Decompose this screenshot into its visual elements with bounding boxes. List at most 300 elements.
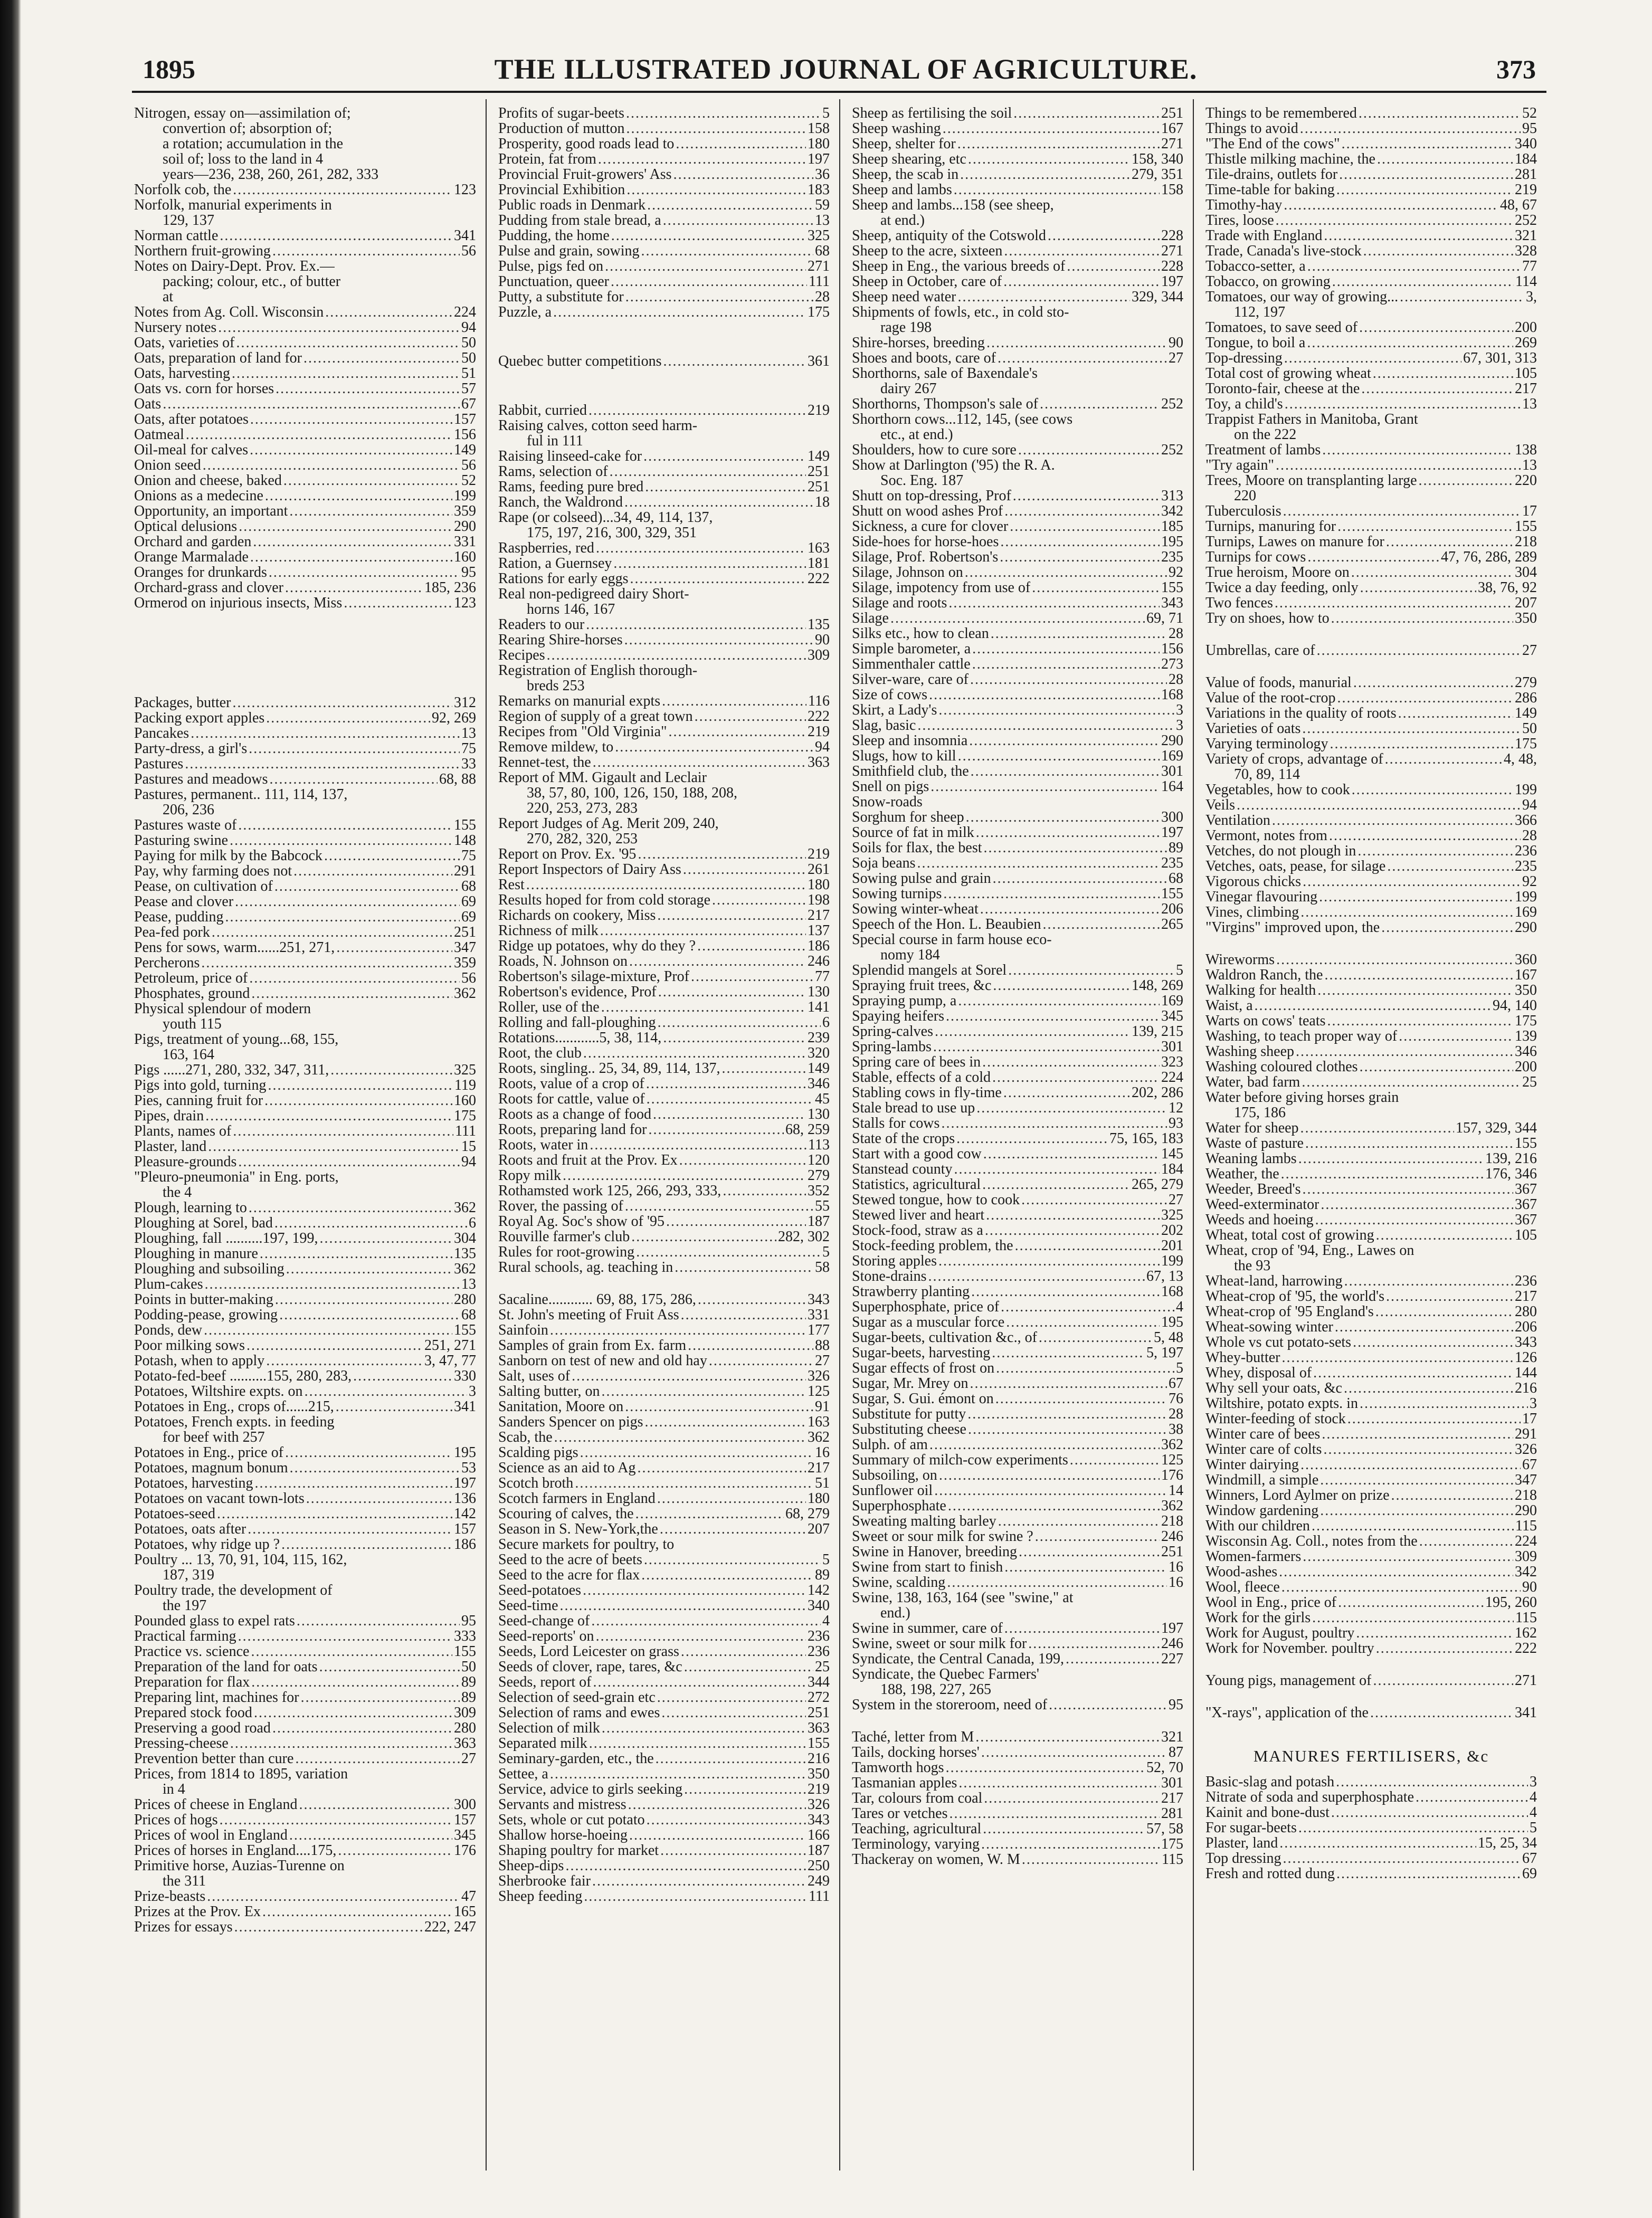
index-entry: [852, 886, 1183, 901]
index-entry: [498, 1214, 830, 1229]
index-spacer: [1205, 1688, 1537, 1705]
dot-leader: [1302, 1182, 1513, 1197]
dot-leader: [631, 1229, 776, 1244]
index-entry-pages: 14: [1169, 1482, 1183, 1499]
index-entry: [498, 479, 830, 494]
index-entry-pages: 321: [1515, 227, 1537, 244]
index-entry: [134, 879, 476, 894]
dot-leader: [563, 1168, 806, 1183]
index-entry-continuation: nomy 184: [880, 947, 940, 963]
index-entry-topic: Sleep and insomnia: [852, 733, 968, 748]
index-entry-pages: 4: [822, 1613, 830, 1629]
index-entry-continuation: years—236, 238, 260, 261, 282, 333: [163, 167, 379, 182]
index-entry-topic: Sugar, Mr. Mrey on: [852, 1376, 969, 1391]
index-entry-pages: 325: [454, 1062, 476, 1078]
index-entry-pages: 185, 236: [424, 579, 476, 596]
dot-leader: [943, 121, 1160, 136]
index-entry-continuation: at: [163, 289, 174, 304]
index-entry: [498, 755, 830, 770]
dot-leader: [666, 1214, 806, 1229]
index-entry-continuation: 38, 57, 80, 100, 126, 150, 188, 208,: [527, 785, 737, 801]
index-entry: [498, 213, 830, 228]
index-entry-pages: 181: [808, 555, 830, 572]
index-entry: [498, 167, 830, 182]
index-entry: [134, 1384, 476, 1399]
dot-leader: [995, 1391, 1167, 1406]
dot-leader: [1327, 1013, 1513, 1029]
index-entry: [498, 1030, 830, 1045]
index-entry-pages: 252: [1161, 442, 1183, 458]
index-entry-topic: St. John's meeting of Fruit Ass: [498, 1307, 679, 1322]
dot-leader: [1360, 1059, 1513, 1074]
index-entry-topic: Spring-calves: [852, 1024, 933, 1039]
index-entry: [852, 1791, 1183, 1806]
index-entry-topic: Orange Marmalade: [134, 549, 249, 565]
index-entry: [1205, 1197, 1537, 1212]
index-entry-pages: 52: [1522, 105, 1537, 121]
index-entry-topic: Rearing Shire-horses: [498, 632, 623, 648]
index-entry-continuation: 175, 197, 216, 300, 329, 351: [527, 525, 697, 540]
index-entry-pages: 218: [1515, 534, 1537, 550]
index-entry-pages: 123: [454, 182, 476, 198]
index-entry-pages: 362: [454, 1261, 476, 1277]
index-entry-topic: Sheep washing: [852, 121, 941, 136]
index-entry: [134, 909, 476, 925]
index-entry: [852, 748, 1183, 764]
index-entry-topic: For sugar-beets: [1205, 1820, 1297, 1835]
index-entry-pages: 290: [1515, 1502, 1537, 1519]
index-entry-pages: 175: [1515, 736, 1537, 752]
dot-leader: [330, 1062, 452, 1078]
index-entry-topic: Stock-feeding problem, the: [852, 1238, 1013, 1253]
index-entry-pages: 156: [454, 426, 476, 443]
index-entry-topic: "Virgins" improved upon, the: [1205, 920, 1380, 935]
index-entry-topic: Salting butter, on: [498, 1384, 600, 1399]
index-entry-pages: 69: [461, 909, 476, 925]
dot-leader: [1375, 1304, 1513, 1319]
index-entry-pages: 89: [815, 1567, 830, 1583]
dot-leader: [586, 617, 806, 632]
dot-leader: [645, 479, 806, 494]
index-entry-topic: Sugar, S. Gui. émont on: [852, 1391, 994, 1406]
dot-leader: [663, 1030, 806, 1045]
index-entry-pages: 13: [1522, 457, 1537, 473]
dot-leader: [1376, 1227, 1513, 1243]
index-entry-pages: 236: [1515, 843, 1537, 859]
index-entry-pages: 38, 76, 92: [1478, 579, 1537, 596]
index-entry: [498, 556, 830, 571]
index-entry-topic: Sweating malting barley: [852, 1513, 996, 1529]
index-entry-topic: Sugar-beets, harvesting: [852, 1345, 991, 1360]
index-entry: [1205, 1365, 1537, 1381]
index-entry: [498, 1244, 830, 1260]
index-entry-topic: Swine from start to finish: [852, 1559, 1003, 1575]
index-entry-topic: Registration of English thorough-: [498, 663, 698, 678]
index-entry: [134, 1827, 476, 1843]
index-entry: [498, 106, 830, 121]
index-entry-continuation: dairy 267: [880, 381, 937, 396]
dot-leader: [550, 1766, 806, 1782]
index-entry-topic: Shoulders, how to cure sore: [852, 442, 1017, 458]
dot-leader: [950, 1806, 1160, 1821]
index-entry-topic: Side-hoes for horse-hoes: [852, 534, 999, 549]
dot-leader: [297, 1613, 460, 1629]
dot-leader: [958, 1775, 1160, 1791]
index-entry-pages: 162: [1515, 1625, 1537, 1641]
index-entry: [134, 304, 476, 320]
index-entry-topic: Variations in the quality of roots: [1205, 706, 1397, 721]
index-entry-topic: Percherons: [134, 955, 200, 970]
index-entry: [1205, 243, 1537, 259]
index-entry: [1205, 736, 1537, 751]
index-entry: [1205, 320, 1537, 335]
index-spacer: [134, 627, 476, 644]
index-entry: [852, 1376, 1183, 1391]
index-entry: [852, 1269, 1183, 1284]
index-entry-pages: 175: [1515, 1013, 1537, 1029]
index-entry-topic: Selection of seed-grain etc: [498, 1690, 656, 1705]
index-entry: [852, 595, 1183, 611]
dot-leader: [1313, 1365, 1513, 1381]
index-entry: [1205, 1212, 1537, 1227]
dot-leader: [613, 556, 806, 571]
index-entry-pages: 333: [454, 1628, 476, 1644]
index-entry-topic: Wheat, crop of '94, Eng., Lawes on: [1205, 1243, 1414, 1258]
dot-leader: [712, 892, 806, 908]
index-entry: [498, 1476, 830, 1491]
index-entry-pages: 343: [1515, 1334, 1537, 1350]
index-entry: [852, 1162, 1183, 1177]
index-entry-pages: 91: [815, 1398, 830, 1415]
index-entry: [498, 908, 830, 923]
index-entry: [852, 1330, 1183, 1345]
index-entry-topic: Things to avoid: [1205, 121, 1298, 136]
index-entry-pages: 326: [1515, 1441, 1537, 1458]
index-entry-topic: Weed-exterminator: [1205, 1197, 1319, 1212]
index-entry: [852, 197, 1183, 213]
dot-leader: [285, 580, 423, 595]
index-entry: [134, 1843, 476, 1858]
dot-leader: [1332, 274, 1514, 289]
index-entry-topic: Sheep as fertilising the soil: [852, 106, 1012, 121]
dot-leader: [684, 1659, 813, 1674]
index-entry: [1205, 1625, 1537, 1641]
index-entry: [498, 1353, 830, 1368]
index-entry-topic: Pastures: [134, 756, 184, 772]
dot-leader: [279, 1307, 460, 1322]
index-entry-pages: 217: [1161, 1790, 1183, 1806]
index-entry-topic: Wheat-land, harrowing: [1205, 1273, 1343, 1289]
index-spacer: [498, 369, 830, 386]
index-entry-continuation: a rotation; accumulation in the: [163, 136, 344, 151]
dot-leader: [625, 289, 813, 304]
index-entry-topic: Phosphates, ground: [134, 986, 250, 1001]
dot-leader: [1300, 905, 1513, 920]
dot-leader: [954, 182, 1160, 197]
index-entry-topic: Seed-change of: [498, 1613, 590, 1629]
index-entry: [1205, 983, 1537, 998]
index-entry-continuation: the 4: [163, 1185, 192, 1200]
index-entry: [852, 1667, 1183, 1682]
index-entry-topic: Sweet or sour milk for swine ?: [852, 1529, 1033, 1544]
index-entry-topic: Snell on pigs: [852, 779, 929, 794]
index-entry-topic: Tires, loose: [1205, 213, 1274, 228]
index-entry-topic: Plaster, land: [1205, 1835, 1278, 1851]
index-entry-topic: Sheep-dips: [498, 1858, 564, 1873]
index-entry: [134, 1537, 476, 1552]
index-entry-topic: Wireworms: [1205, 952, 1275, 967]
index-entry: [1205, 643, 1537, 658]
dot-leader: [943, 886, 1160, 901]
index-entry: [498, 693, 830, 709]
index-entry-topic: Roots for cattle, value of: [498, 1091, 645, 1107]
index-entry-pages: 217: [1515, 1288, 1537, 1305]
index-entry-pages: 222: [808, 570, 830, 587]
index-entry: [134, 1552, 476, 1567]
dot-leader: [201, 955, 452, 970]
index-entry-pages: 94: [461, 1154, 476, 1170]
index-entry-topic: Tamworth hogs: [852, 1760, 944, 1775]
index-entry-pages: 120: [808, 1152, 830, 1168]
dot-leader: [948, 595, 1160, 611]
index-entry: [498, 540, 830, 556]
index-entry-topic: Waist, a: [1205, 998, 1253, 1013]
index-entry-pages: 201: [1161, 1237, 1183, 1254]
index-entry-topic: Roots, singling.. 25, 34, 89, 114, 137,: [498, 1061, 720, 1076]
index-entry-topic: Strawberry planting: [852, 1284, 970, 1299]
index-entry: [852, 1529, 1183, 1544]
index-entry: [1205, 1457, 1537, 1472]
index-entry: [1205, 412, 1537, 427]
index-entry-pages: 95: [461, 1613, 476, 1629]
dot-leader: [1386, 1289, 1513, 1304]
index-entry: [1205, 1182, 1537, 1197]
index-entry-pages: 3: [1530, 1774, 1537, 1790]
index-entry-pages: 16: [1169, 1574, 1183, 1591]
index-entry: [134, 1460, 476, 1476]
index-entry-pages: 345: [1161, 1008, 1183, 1024]
index-entry: [134, 817, 476, 833]
index-entry-continuation: on the 222: [1234, 427, 1297, 442]
dot-leader: [1279, 1835, 1476, 1851]
dot-leader: [276, 381, 460, 396]
index-entry-pages: 155: [454, 817, 476, 833]
index-entry: [498, 259, 830, 274]
index-entry-topic: Treatment of lambs: [1205, 442, 1321, 458]
dot-leader: [592, 1873, 806, 1889]
index-entry: [134, 1812, 476, 1827]
index-entry: [134, 1292, 476, 1307]
index-entry: [498, 449, 830, 464]
index-entry: [1205, 998, 1537, 1013]
index-column-2: [486, 99, 839, 2171]
index-entry-topic: Summary of milch-cow experiments: [852, 1452, 1068, 1468]
index-entry: [498, 1307, 830, 1322]
index-entry: [498, 1812, 830, 1827]
index-entry: [1205, 1488, 1537, 1503]
dot-leader: [981, 1836, 1160, 1852]
index-entry-topic: Sugar effects of frost on: [852, 1360, 995, 1376]
index-entry-pages: 139: [1515, 1028, 1537, 1044]
index-entry-topic: Norman cattle: [134, 228, 219, 243]
index-entry-topic: Prices of horses in England....175,: [134, 1843, 337, 1858]
index-entry-topic: Stewed liver and heart: [852, 1207, 985, 1223]
index-entry-continuation: 270, 282, 320, 253: [527, 831, 638, 846]
index-entry: [134, 427, 476, 442]
dot-leader: [972, 656, 1160, 672]
index-column-1: [132, 99, 486, 2171]
index-entry: [134, 1307, 476, 1322]
index-entry-topic: Roller, use of the: [498, 999, 600, 1015]
index-entry: [852, 794, 1183, 810]
index-spacer: [498, 1275, 830, 1292]
index-entry-topic: Science as an aid to Ag: [498, 1460, 636, 1476]
dot-leader: [233, 1124, 453, 1139]
index-entry-pages: 341: [1515, 1705, 1537, 1721]
dot-leader: [1419, 473, 1514, 488]
index-entry: [1205, 1166, 1537, 1182]
index-entry-pages: 160: [454, 549, 476, 565]
index-entry-pages: 12: [1169, 1100, 1183, 1116]
dot-leader: [1285, 396, 1521, 412]
index-entry-pages: 158, 340: [1132, 151, 1183, 167]
index-entry-topic: Report Inspectors of Dairy Ass: [498, 862, 681, 877]
index-entry: [1205, 1774, 1537, 1789]
index-entry-pages: 5: [1176, 1360, 1183, 1376]
index-entry: [134, 366, 476, 381]
index-entry: [1205, 967, 1537, 983]
index-entry: [1205, 1273, 1537, 1289]
index-entry-pages: 56: [461, 457, 476, 473]
dot-leader: [965, 565, 1167, 580]
index-entry: [498, 663, 830, 678]
index-entry-pages: 138: [1515, 442, 1537, 458]
index-entry-pages: 175: [808, 304, 830, 320]
index-entry-pages: 3: [1530, 1395, 1537, 1412]
dot-leader: [663, 354, 806, 369]
dot-leader: [1387, 859, 1513, 874]
dot-leader: [553, 304, 806, 320]
index-entry-pages: 325: [1161, 1207, 1183, 1223]
index-entry: [498, 228, 830, 243]
index-entry-topic: Waste of pasture: [1205, 1136, 1304, 1151]
index-entry-topic: Orchard-grass and clover: [134, 580, 283, 595]
dot-leader: [1317, 983, 1513, 998]
index-entry-topic: Work for the girls: [1205, 1610, 1311, 1625]
index-entry: [1205, 1396, 1537, 1411]
index-entry-topic: Top dressing: [1205, 1851, 1281, 1866]
index-entry: [852, 993, 1183, 1008]
dot-leader: [980, 901, 1160, 917]
index-entry-pages: 119: [454, 1077, 476, 1093]
dot-leader: [1003, 274, 1160, 289]
index-entry-topic: Tomatoes, our way of growing...: [1205, 289, 1399, 304]
index-entry-pages: 166: [808, 1827, 830, 1843]
index-entry-topic: Seminary-garden, etc., the: [498, 1751, 654, 1766]
index-entry: [498, 1629, 830, 1644]
index-entry-pages: 157: [454, 411, 476, 427]
index-entry-topic: Norfolk, manurial experiments in: [134, 197, 332, 213]
index-entry-topic: Sacaline............ 69, 88, 175, 286,: [498, 1292, 696, 1307]
index-entry-topic: Winners, Lord Aylmer on prize: [1205, 1488, 1390, 1503]
index-entry-pages: 180: [808, 1490, 830, 1507]
index-entry-topic: Recipes from "Old Virginia": [498, 724, 667, 739]
index-entry-topic: Taché, letter from M: [852, 1729, 974, 1745]
index-entry: [852, 1315, 1183, 1330]
index-entry: [852, 871, 1183, 886]
index-entry-pages: 329, 344: [1132, 289, 1183, 305]
index-entry-topic: Substitute for putty: [852, 1406, 966, 1422]
index-entry-pages: 183: [808, 182, 830, 198]
index-entry: [134, 1062, 476, 1078]
index-entry-topic: Servants and mistress: [498, 1797, 626, 1812]
index-entry-pages: 186: [454, 1536, 476, 1553]
index-entry-pages: 197: [454, 1475, 476, 1491]
index-entry-pages: 300: [454, 1796, 476, 1813]
index-entry: [852, 1852, 1183, 1867]
index-entry-pages: 235: [1515, 858, 1537, 874]
dot-leader: [253, 534, 452, 549]
index-entry-topic: Raising linseed-cake for: [498, 449, 642, 464]
dot-leader: [938, 1253, 1160, 1269]
index-entry: [852, 1177, 1183, 1192]
dot-leader: [641, 243, 813, 259]
index-entry-continuation: in 4: [163, 1782, 185, 1797]
index-entry-pages: 75, 165, 183: [1109, 1130, 1183, 1147]
index-entry-pages: 52, 70: [1146, 1759, 1183, 1776]
dot-leader: [1320, 1503, 1513, 1518]
index-entry: [498, 1521, 830, 1537]
dot-leader: [662, 693, 806, 709]
dot-leader: [967, 1406, 1167, 1422]
dot-leader: [1307, 259, 1521, 274]
dot-leader: [1013, 488, 1160, 503]
index-entry-topic: Prices of cheese in England: [134, 1797, 298, 1812]
index-entry-topic: Ration, a Guernsey: [498, 556, 612, 571]
index-entry: [134, 787, 476, 802]
index-entry-topic: Trade with England: [1205, 228, 1323, 243]
index-entry-topic: Sowing winter-wheat: [852, 901, 979, 917]
index-entry-continuation: 188, 198, 227, 265: [880, 1682, 991, 1697]
dot-leader: [673, 167, 813, 182]
index-entry: [498, 709, 830, 724]
dot-leader: [207, 1889, 460, 1904]
dot-leader: [660, 1521, 806, 1537]
dot-leader: [1018, 442, 1160, 458]
dot-leader: [890, 611, 1145, 626]
index-entry-pages: 95: [461, 564, 476, 580]
index-entry-pages: 197: [1161, 1620, 1183, 1636]
index-entry: [498, 1229, 830, 1244]
index-entry-pages: 290: [1515, 919, 1537, 936]
index-entry: [1205, 1381, 1537, 1396]
index-entry-pages: 67: [1522, 1850, 1537, 1867]
index-entry: [498, 1045, 830, 1061]
index-entry-pages: 5: [822, 1551, 830, 1568]
dot-leader: [1276, 952, 1513, 967]
index-entry-topic: Petroleum, price of: [134, 970, 248, 986]
index-entry: [852, 901, 1183, 917]
index-entry-pages: 272: [808, 1689, 830, 1706]
index-entry-topic: Winter-feeding of stock: [1205, 1411, 1346, 1426]
index-entry-topic: Washing, to teach proper way of: [1205, 1029, 1398, 1044]
index-entry-topic: Region of supply of a great town: [498, 709, 693, 724]
index-entry-topic: Turnips, manuring for: [1205, 519, 1336, 534]
dot-leader: [960, 167, 1130, 182]
index-entry-pages: 280: [454, 1291, 476, 1308]
index-entry-pages: 50: [461, 1659, 476, 1675]
index-entry-pages: 111: [809, 1888, 830, 1905]
